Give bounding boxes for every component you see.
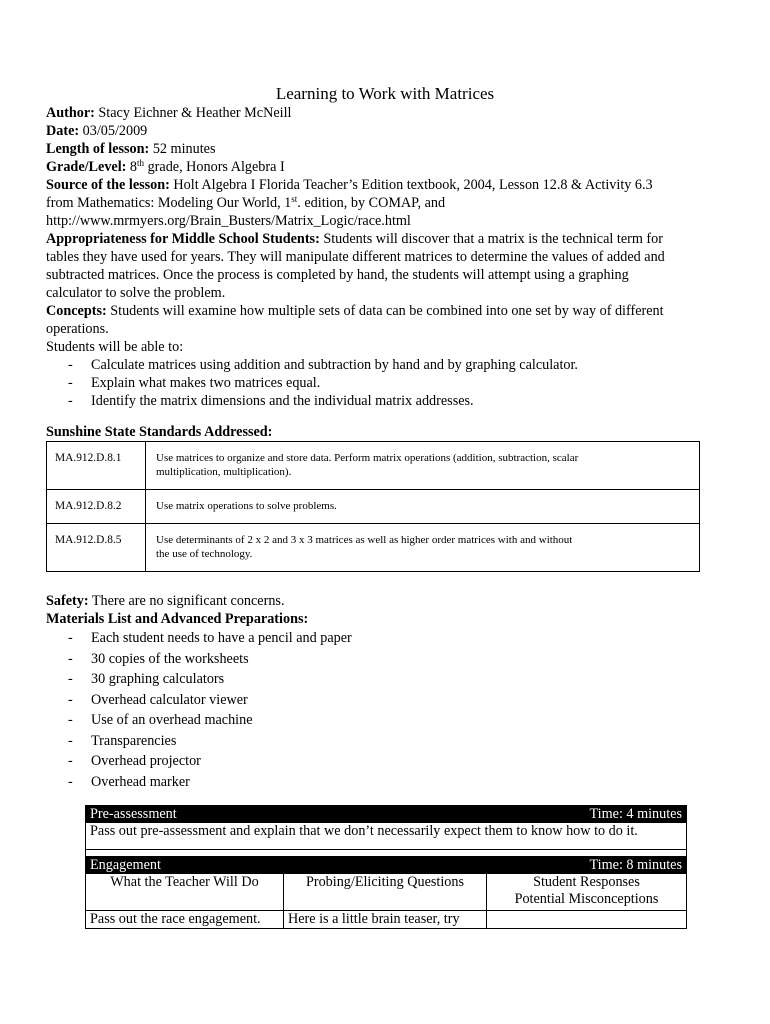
source-line-2: from Mathematics: Modeling Our World, 1st. edition, by COMAP, and (46, 194, 446, 211)
concepts-line-2: operations. (46, 321, 109, 337)
table-row (47, 490, 700, 524)
standard-description: Use matrix operations to solve problems. (146, 490, 700, 524)
materials-list (46, 628, 718, 792)
source-line: Source of the lesson: Holt Algebra I Florida Teacher’s Edition textbook, 2004, Lesson 12.8 & Activity 6.3 (46, 177, 653, 193)
list-item: - Use of an overhead machine (68, 712, 253, 728)
pre-assessment-label: Pre-assessment (90, 806, 177, 822)
standards-heading: Sunshine State Standards Addressed: (46, 424, 273, 440)
list-item: - 30 graphing calculators (68, 671, 225, 687)
table-cell: Pass out the race engagement. (86, 911, 284, 929)
objectives-list (46, 356, 718, 410)
engagement-bar (86, 857, 687, 874)
date-value: 03/05/2009 (82, 123, 148, 139)
lesson-header (46, 104, 718, 792)
table-cell: Here is a little brain teaser, try (283, 911, 486, 929)
appropriateness-line-4: calculator to solve the problem. (46, 285, 226, 301)
list-item: - Calculate matrices using addition and subtraction by hand and by graphing calculator. (68, 357, 578, 373)
standard-description: Use matrices to organize and store data. Perform matrix operations (addition, subtraction, scalar multiplication, multiplication). (146, 442, 700, 490)
engagement-time: Time: 8 minutes (589, 857, 682, 873)
pre-assessment-text: Pass out pre-assessment and explain that we don’t necessarily expect them to know how to do it. (86, 823, 687, 850)
standard-code: MA.912.D.8.5 (47, 524, 146, 572)
list-item: - Overhead projector (68, 753, 201, 769)
standards-table (46, 441, 700, 572)
appropriateness-line-2: tables they have used for years. They will manipulate different matrices to determine the values of added and (46, 249, 665, 265)
table-row (47, 442, 700, 490)
standard-description: Use determinants of 2 x 2 and 3 x 3 matrices as well as higher order matrices with and without the use of technology. (146, 524, 700, 572)
source-url: http://www.mrmyers.org/Brain_Busters/Matrix_Logic/race.html (46, 213, 411, 229)
list-item: - Transparencies (68, 732, 177, 749)
column-header: Probing/Eliciting Questions (283, 874, 486, 911)
document-title: Learning to Work with Matrices (275, 84, 495, 103)
list-item: - Identify the matrix dimensions and the individual matrix addresses. (68, 393, 474, 409)
standard-code: MA.912.D.8.1 (47, 442, 146, 490)
table-row (86, 911, 687, 929)
list-item: - Explain what makes two matrices equal. (68, 375, 321, 391)
length-line: Length of lesson: 52 minutes (46, 141, 216, 157)
grade-line: Grade/Level: 8th grade, Honors Algebra I (46, 158, 285, 175)
table-cell (486, 911, 686, 929)
materials-heading: Materials List and Advanced Preparations: (46, 611, 309, 627)
column-header: What the Teacher Will Do (86, 874, 284, 911)
length-value: 52 minutes (152, 141, 216, 157)
author-line: Author: Stacy Eichner & Heather McNeill (46, 105, 292, 121)
column-header: Student Responses Potential Misconceptions (486, 874, 686, 911)
table-header-row (86, 874, 687, 911)
appropriateness-line-1: Appropriateness for Middle School Students: Students will discover that a matrix is the technical term for (46, 231, 663, 247)
concepts-line-1: Concepts: Students will examine how multiple sets of data can be combined into one set by way of different (46, 303, 664, 319)
author-value: Stacy Eichner & Heather McNeill (98, 105, 292, 121)
list-item: - Overhead calculator viewer (68, 691, 248, 708)
appropriateness-line-3: subtracted matrices. Once the process is completed by hand, the students will attempt using a graphing (46, 267, 629, 283)
table-row (86, 823, 687, 850)
safety-line: Safety: There are no significant concerns. (46, 593, 285, 609)
engagement-label: Engagement (90, 857, 161, 873)
objectives-intro: Students will be able to: (46, 339, 184, 355)
date-line: Date: 03/05/2009 (46, 123, 148, 139)
list-item: - 30 copies of the worksheets (68, 650, 249, 667)
pre-assessment-time: Time: 4 minutes (589, 806, 682, 822)
list-item: - Overhead marker (68, 773, 190, 790)
standard-code: MA.912.D.8.2 (47, 490, 146, 524)
table-row (47, 524, 700, 572)
pre-assessment-bar (86, 806, 687, 823)
lesson-plan-table (85, 805, 687, 929)
list-item: - Each student needs to have a pencil and paper (68, 630, 352, 646)
